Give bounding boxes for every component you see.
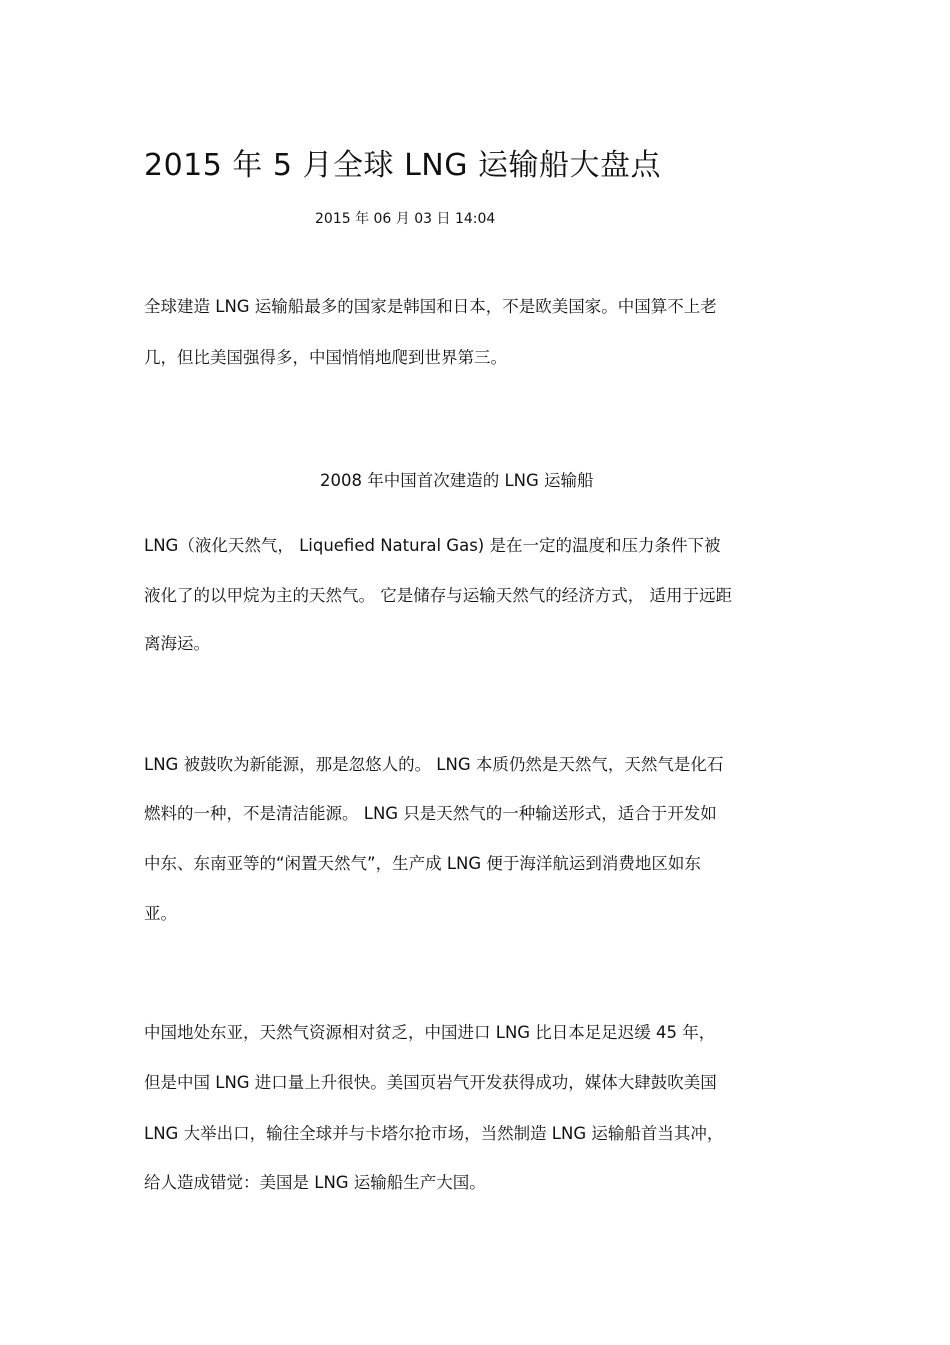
paragraph-2-line-1: LNG（液化天然气， Liquefied Natural Gas) 是在一定的温度和压力条件下被 <box>144 536 721 555</box>
paragraph-4-line-3: LNG 大举出口，输往全球并与卡塔尔抢市场，当然制造 LNG 运输船首当其冲， <box>144 1124 724 1143</box>
paragraph-3-line-2: 燃料的一种，不是清洁能源。 LNG 只是天然气的一种输送形式，适合于开发如 <box>144 804 717 823</box>
article-title: 2015 年 5 月全球 LNG 运输船大盘点 <box>144 148 662 183</box>
paragraph-1-line-1: 全球建造 LNG 运输船最多的国家是韩国和日本，不是欧美国家。中国算不上老 <box>144 297 717 316</box>
image-caption: 2008 年中国首次建造的 LNG 运输船 <box>320 471 594 490</box>
paragraph-1-line-2: 几，但比美国强得多，中国悄悄地爬到世界第三。 <box>144 348 507 367</box>
paragraph-4-line-2: 但是中国 LNG 进口量上升很快。美国页岩气开发获得成功，媒体大肆鼓吹美国 <box>144 1073 717 1092</box>
paragraph-3-line-3: 中东、东南亚等的“闲置天然气”，生产成 LNG 便于海洋航运到消费地区如东 <box>144 854 701 873</box>
paragraph-4-line-1: 中国地处东亚，天然气资源相对贫乏，中国进口 LNG 比日本足足迟缓 45 年， <box>144 1023 716 1042</box>
paragraph-3-line-4: 亚。 <box>144 904 177 923</box>
paragraph-3-line-1: LNG 被鼓吹为新能源，那是忽悠人的。 LNG 本质仍然是天然气，天然气是化石 <box>144 755 724 774</box>
paragraph-2-line-3: 离海运。 <box>144 634 210 653</box>
paragraph-4-line-4: 给人造成错觉：美国是 LNG 运输船生产大国。 <box>144 1173 486 1192</box>
publish-date: 2015 年 06 月 03 日 14:04 <box>315 211 496 227</box>
paragraph-2-line-2: 液化了的以甲烷为主的天然气。 它是储存与运输天然气的经济方式， 适用于远距 <box>144 586 732 605</box>
